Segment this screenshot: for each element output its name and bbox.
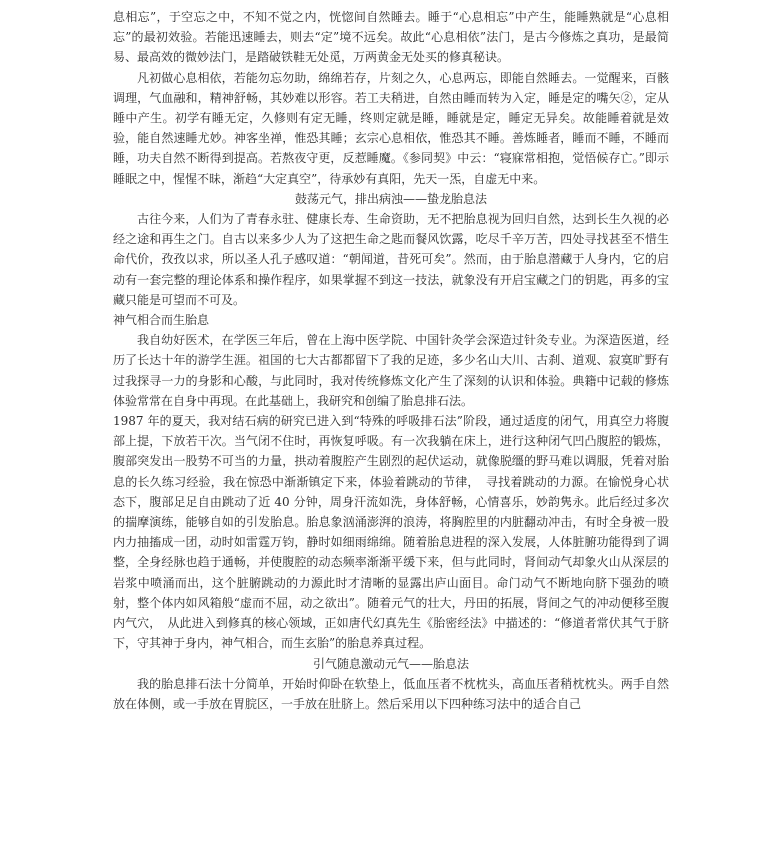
paragraph: 1987 年的夏天，我对结石病的研究已进入到“特殊的呼吸排石法”阶段，通过适度的闭气，用真空力将腹部上提，下放若干次。当气闭不住时，再恢复呼吸。有一次我躺在床上，进行这种闭气凹凸腹腔的锻炼，腹部突发出一股势不可当的力量，拱动着腹腔产生剧烈的起伏运动，就像脱缰的野马难以调服，凭着对胎息的长久练习经验，我在惊恐中渐渐镇定下来，体验着跳动的节律， 寻找着跳动的力源。在愉悦身心状态下，腹部足足自由跳动了近 40 分钟，周身汗流如洗，身体舒畅，心情喜乐，妙韵隽永。此后经过多次的揣摩演练，能够自如的引发胎息。胎息象汹涌澎湃的浪涛，将胸腔里的内脏翻动冲击，有时全身被一股内力抽搐成一团，动时如雷霆万钧，静时如细雨绵绵。随着胎息进程的深入发展，人体脏腑功能得到了调整，全身经脉也趋于通畅，并使腹腔的动态频率渐渐平缓下来，但与此同时，肾间动气却象火山从深层的岩浆中喷涌而出，这个脏腑跳动的力源此时才清晰的显露出庐山面目。命门动气不断地向脐下强劲的喷射，整个体内如风箱般“虚而不屈，动之欲出”。随着元气的壮大，丹田的拓展，肾间之气的冲动便移至腹内气穴， 从此进入到修真的核心领域，正如唐代幻真先生《胎密经法》中描述的：“修道者常伏其气于脐下，守其神于身内，神气相合，而生玄胎”的胎息养真过程。 [113, 414, 669, 651]
subsection-heading: 神气相合而生胎息 [113, 313, 210, 328]
document-body [113, 7, 669, 714]
paragraph: 凡初做心息相依，若能勿忘勿助，绵绵若存，片刻之久，心息两忘，即能自然睡去。一觉醒来，百骸调理，气血融和，精神舒畅，其妙难以形容。若工夫稍进，自然由睡而转为入定，睡是定的嘴矢②，定从睡中产生。初学有睡无定，久修则有定无睡，终则定就是睡，睡就是定，睡定无异矣。故能睡着就是效验，能自然速睡尤妙。神客坐禅，惟恐其睡；玄宗心息相依，惟恐其不睡。善炼睡者，睡而不睡，不睡而睡，功夫自然不断得到提高。若熬夜守更，反惹睡魔。《参同契》中云：“寝寐常相抱，觉悟候存亡。”即示睡眠之中，惺惺不昧，渐趋“大定真空”，待承妙有真阳，先天一炁，自虚无中来。 [113, 70, 669, 186]
section-heading: 鼓荡元气，排出病浊——蛰龙胎息法 [294, 191, 487, 206]
paragraph: 古往今来，人们为了青春永驻、健康长寿、生命资助，无不把胎息视为回归自然，达到长生久视的必经之途和再生之门。自古以来多少人为了这把生命之匙而餐风饮露，吃尽千辛万苦，四处寻找甚至不惜生命代价，孜孜以求，所以圣人孔子感叹道：“朝闻道，昔死可矣”。然而，由于胎息潜藏于人身内，它的启动有一套完整的理论体系和操作程序，如果掌握不到这一技法，就象没有开启宝藏之门的钥匙，再多的宝藏只能是可望而不可及。 [113, 212, 669, 307]
paragraph: 我的胎息排石法十分简单，开始时仰卧在软垫上，低血压者不枕枕头，高血压者稍枕枕头。两手自然放在体侧，或一手放在胃脘区，一手放在肚脐上。然后采用以下四种练习法中的适合自己 [113, 676, 669, 711]
section-heading: 引气随息激动元气——胎息法 [312, 656, 469, 671]
paragraph: 我自幼好医术，在学医三年后，曾在上海中医学院、中国针灸学会深造过针灸专业。为深造医道，经历了长达十年的游学生涯。祖国的七大古都都留下了我的足迹，多少名山大川、古刹、道观、寂寞旷野有过我探寻一力的身影和心酸，与此同时，我对传统修炼文化产生了深刻的认识和体验。典籍中记载的修炼体验常常在自身中再现。在此基础上，我研究和创编了胎息排石法。 [113, 333, 669, 408]
paragraph-continuation: 息相忘”，于空忘之中，不知不觉之内，恍惚间自然睡去。睡于“心息相忘”中产生，能睡熟就是“心息相忘”的最初效验。若能迅速睡去，则去“定”境不远矣。故此“心息相依”法门，是古今修炼之真功，是最简易、最高效的微妙法门，是踏破铁鞋无处觅，万两黄金无处买的修真秘诀。 [113, 10, 669, 65]
